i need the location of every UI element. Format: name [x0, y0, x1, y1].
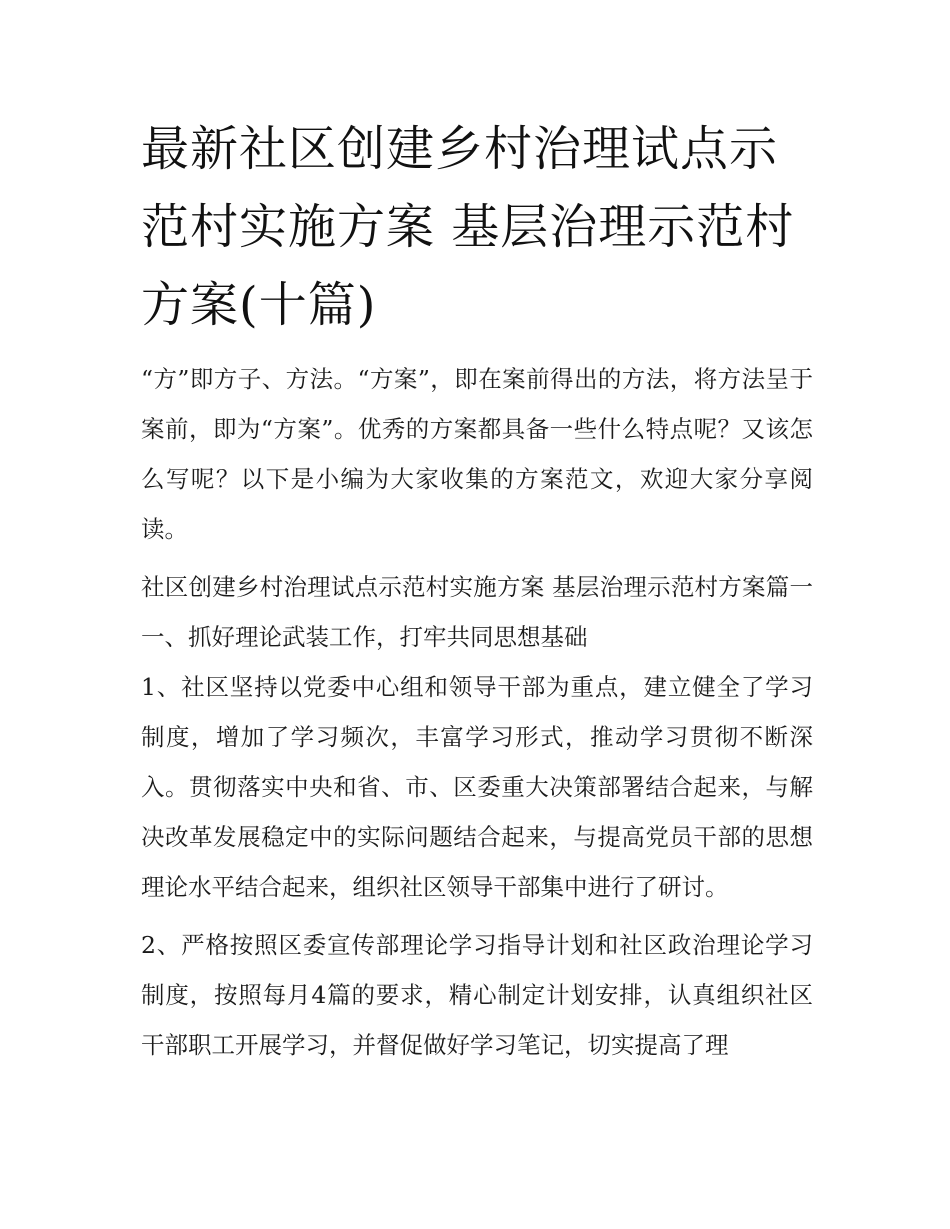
intro-paragraph: “方”即方子、方法。“方案”，即在案前得出的方法，将方法呈于案前，即为“方案”。优秀的方案都具备一些什么特点呢？又该怎么写呢？以下是小编为大家收集的方案范文，欢迎大家分享阅读。 [141, 365, 813, 543]
section-heading: 社区创建乡村治理试点示范村实施方案 基层治理示范村方案篇一 一、抓好理论武装工作，打牢共同思想基础 [141, 573, 813, 651]
body-paragraph-2: 2、严格按照区委宣传部理论学习指导计划和社区政治理论学习制度，按照每月4篇的要求，精心制定计划安排，认真组织社区干部职工开展学习，并督促做好学习笔记，切实提高了理 [141, 931, 813, 1059]
body-paragraph-1: 1、社区坚持以党委中心组和领导干部为重点，建立健全了学习制度，增加了学习频次，丰富学习形式，推动学习贯彻不断深入。贯彻落实中央和省、市、区委重大决策部署结合起来，与解决改革发展稳定中的实际问题结合起来，与提高党员干部的思想理论水平结合起来，组织社区领导干部集中进行了研讨。 [141, 673, 813, 901]
document-title: 最新社区创建乡村治理试点示范村实施方案 基层治理示范村方案(十篇) [141, 121, 795, 333]
document-page [141, 110, 813, 1078]
